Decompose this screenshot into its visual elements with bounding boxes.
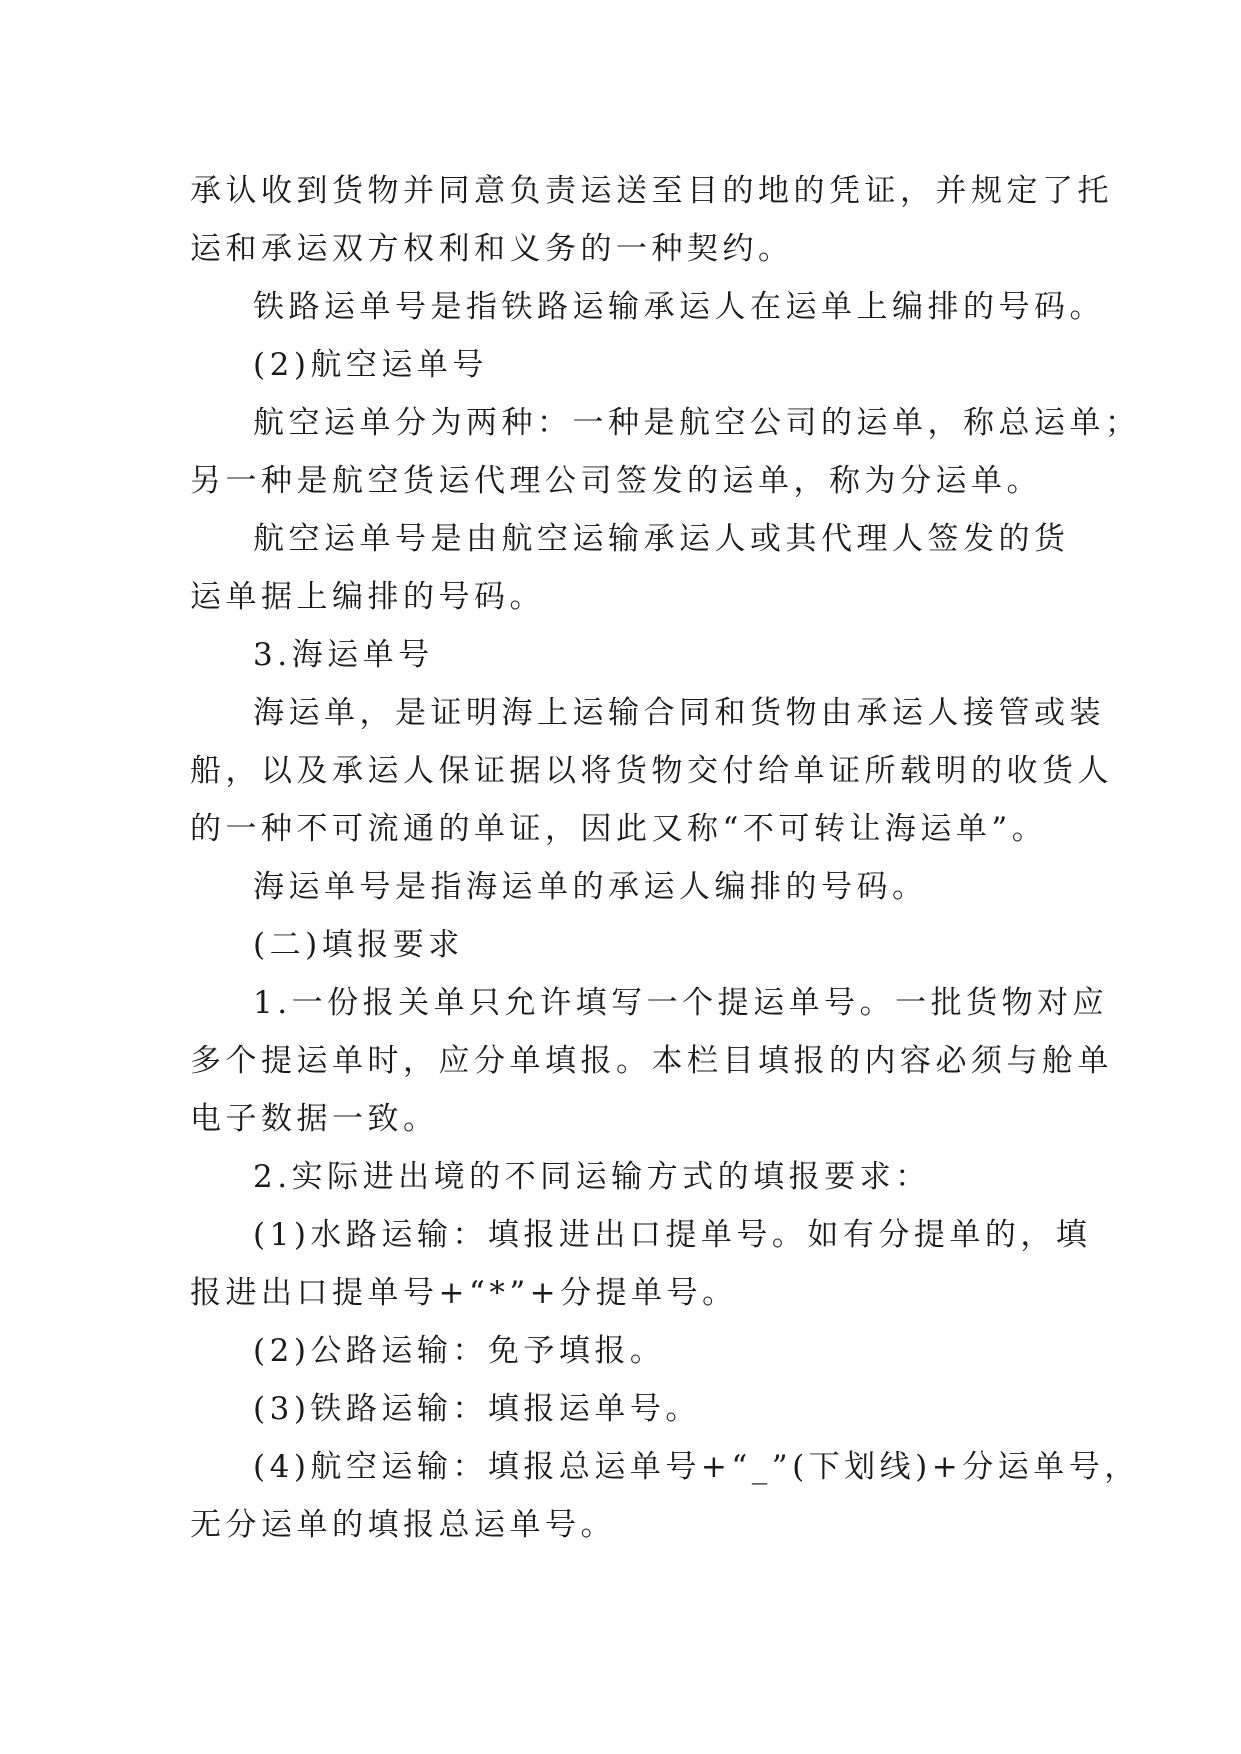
text-line: 航空运单分为两种：一种是航空公司的运单，称总运单； [253,405,1141,441]
text-line: 电子数据一致。 [190,1101,439,1137]
text-line: 船，以及承运人保证据以将货物交付给单证所载明的收货人 [190,753,1113,789]
section-heading: (二)填报要求 [253,927,464,963]
document-body [190,162,1141,1554]
text-line: 的一种不可流通的单证，因此又称“不可转让海运单”。 [190,811,1048,847]
section-heading: 3.海运单号 [253,637,434,673]
text-line: 铁路运单号是指铁路运输承运人在运单上编排的号码。 [253,289,1105,325]
text-line: 运和承运双方权利和义务的一种契约。 [190,231,794,267]
text-line: 多个提运单时，应分单填报。本栏目填报的内容必须与舱单 [190,1043,1113,1079]
text-line: 1.一份报关单只允许填写一个提运单号。一批货物对应 [253,985,1109,1021]
text-line: 无分运单的填报总运单号。 [190,1507,616,1543]
text-line: 报进出口提单号+“*”+分提单号。 [190,1275,738,1311]
text-line: 运单据上编排的号码。 [190,579,545,615]
text-line: 承认收到货物并同意负责运送至目的地的凭证，并规定了托 [190,173,1113,209]
section-heading: (2)航空运单号 [253,347,488,383]
text-line: 海运单号是指海运单的承运人编排的号码。 [253,869,928,905]
text-line: 另一种是航空货运代理公司签发的运单，称为分运单。 [190,463,1042,499]
text-line: (1)水路运输：填报进出口提单号。如有分提单的，填 [253,1217,1092,1253]
text-line: (2)公路运输：免予填报。 [253,1333,666,1369]
text-line: (4)航空运输：填报总运单号+“_”(下划线)+分运单号， [253,1449,1140,1485]
text-line: (3)铁路运输：填报运单号。 [253,1391,701,1427]
text-line: 航空运单号是由航空运输承运人或其代理人签发的货 [253,521,1070,557]
text-line: 2.实际进出境的不同运输方式的填报要求： [253,1159,931,1195]
text-line: 海运单，是证明海上运输合同和货物由承运人接管或装 [253,695,1105,731]
